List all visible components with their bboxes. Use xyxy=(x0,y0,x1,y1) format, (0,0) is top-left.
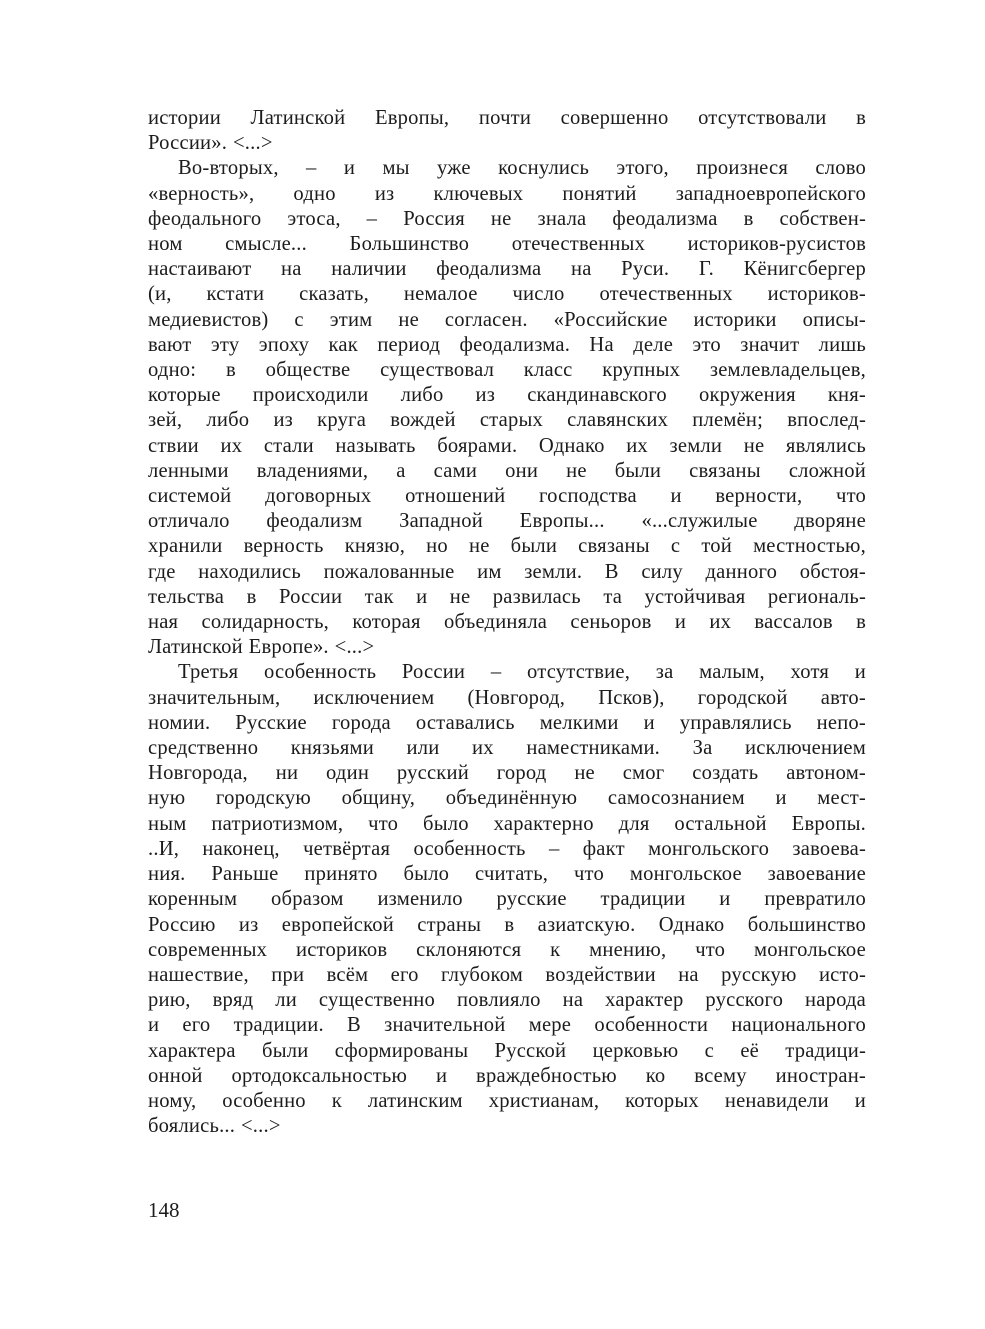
paragraph xyxy=(148,156,866,660)
text-line: ния. Раньше принято было считать, что монгольское завоевание xyxy=(148,863,866,886)
paragraph xyxy=(148,660,866,1139)
text-line: «верность», одно из ключевых понятий западноевропейского xyxy=(148,182,866,205)
text-block xyxy=(148,106,866,1139)
text-line: ..И, наконец, четвёртая особенность – факт монгольского завоева- xyxy=(148,837,866,860)
text-line: Россию из европейской страны в азиатскую. Однако большинство xyxy=(148,913,866,936)
text-line: ным патриотизмом, что было характерно для остальной Европы. xyxy=(148,812,866,835)
text-line: онной ортодоксальностью и враждебностью ко всему иностран- xyxy=(148,1064,866,1087)
text-line: Новгорода, ни один русский город не смог создать автоном- xyxy=(148,762,866,785)
text-line: боялись... <...> xyxy=(148,1115,281,1138)
text-line: одно: в обществе существовал класс крупных землевладельцев, xyxy=(148,359,866,382)
text-line: системой договорных отношений господства и верности, что xyxy=(148,485,866,508)
text-line: настаивают на наличии феодализма на Руси. Г. Кёнигсбергер xyxy=(148,258,866,281)
text-line: ному, особенно к латинским христианам, которых ненавидели и xyxy=(148,1089,866,1112)
text-line: значительным, исключением (Новгород, Псков), городской авто- xyxy=(148,686,866,709)
text-line: зей, либо из круга вождей старых славянских племён; впослед- xyxy=(148,409,866,432)
text-line: (и, кстати сказать, немалое число отечественных историков- xyxy=(148,283,866,306)
page-number: 148 xyxy=(148,1198,180,1222)
text-line: феодального этоса, – Россия не знала феодализма в собствен- xyxy=(148,207,866,230)
text-line: характера были сформированы Русской церковью с её традици- xyxy=(148,1039,866,1062)
text-line: хранили верность князю, но не были связаны с той местностью, xyxy=(148,535,866,558)
text-line: тельства в России так и не развилась та устойчивая региональ- xyxy=(148,585,866,608)
text-line: рию, вряд ли существенно повлияло на характер русского народа xyxy=(148,989,866,1012)
text-line: медиевистов) с этим не согласен. «Российские историки описы- xyxy=(148,308,866,331)
text-line: которые происходили либо из скандинавского окружения кня- xyxy=(148,384,866,407)
text-line: Третья особенность России – отсутствие, за малым, хотя и xyxy=(178,661,866,684)
text-line: ная солидарность, которая объединяла сеньоров и их вассалов в xyxy=(148,611,866,634)
text-line: где находились пожалованные им земли. В силу данного обстоя- xyxy=(148,560,866,583)
text-line: Во-вторых, – и мы уже коснулись этого, произнеся слово xyxy=(178,157,866,180)
text-line: ную городскую общину, объединённую самосознанием и мест- xyxy=(148,787,866,810)
text-line: истории Латинской Европы, почти совершенно отсутствовали в xyxy=(148,107,866,129)
text-line: коренным образом изменило русские традиции и превратило xyxy=(148,888,866,911)
text-line: нашествие, при всём его глубоком воздействии на русскую исто- xyxy=(148,963,866,986)
text-line: ном смысле... Большинство отечественных историков-русистов xyxy=(148,233,866,256)
text-line: России». <...> xyxy=(148,132,273,155)
text-line: ствии их стали называть боярами. Однако их земли не являлись xyxy=(148,434,866,457)
text-line: отличало феодализм Западной Европы... «...служилые дворяне xyxy=(148,510,866,533)
text-line: средственно князьями или их наместниками. За исключением xyxy=(148,737,866,760)
text-line: номии. Русские города оставались мелкими и управлялись непо- xyxy=(148,711,866,734)
text-line: Латинской Европе». <...> xyxy=(148,636,375,659)
text-line: вают эту эпоху как период феодализма. На деле это значит лишь xyxy=(148,333,866,356)
text-line: и его традиции. В значительной мере особенности национального xyxy=(148,1014,866,1037)
text-line: современных историков склоняются к мнению, что монгольское xyxy=(148,938,866,961)
text-line: ленными владениями, а сами они не были связаны сложной xyxy=(148,459,866,482)
paragraph xyxy=(148,106,866,156)
